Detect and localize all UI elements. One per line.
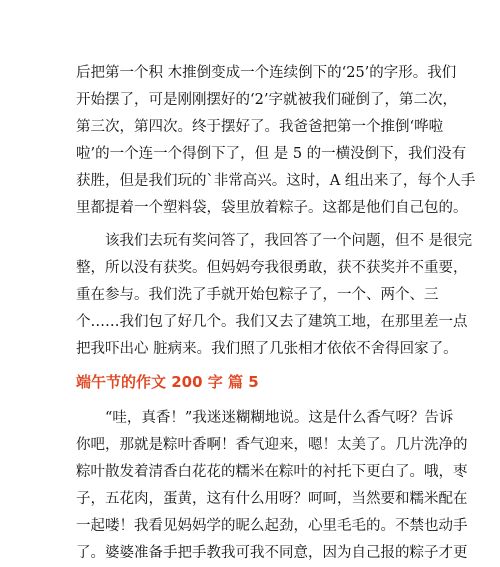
text-line: 一起喽！我看见妈妈学的昵么起劲，心里毛毛的。不禁也动手 bbox=[76, 518, 468, 534]
text-line: 子，五花肉，蛋黄，这有什么用呀？呵呵，当然要和糯米配在 bbox=[76, 491, 468, 507]
section-heading: 端午节的作文 200 字 篇 5 bbox=[76, 373, 259, 391]
paragraph-3 bbox=[76, 405, 468, 567]
text-line: 开始摆了，可是刚刚摆好的‘2’字就被我们碰倒了，第二次， bbox=[76, 92, 457, 108]
text-line: 了。婆婆准备手把手教我可我不同意，因为自己报的粽子才更 bbox=[76, 545, 468, 561]
text-line: 获胜，但是我们玩的`非常高兴。这时，A 组出来了，每个人手 bbox=[76, 173, 476, 189]
text-line: 里都提着一个塑料袋，袋里放着粽子。这都是他们自己包的。 bbox=[76, 200, 468, 216]
text-line: 你吧，那就是粽叶香啊！香气迎来，嗯！太美了。几片洗净的 bbox=[76, 437, 468, 453]
text-line: 粽叶散发着清香白花花的糯米在粽叶的衬托下更白了。哦，枣 bbox=[76, 464, 468, 480]
text-line: 啦’的一个连一个得倒下了，但 是 5 的一横没倒下，我们没有 bbox=[76, 146, 467, 162]
text-line: 该我们去玩有奖问答了，我回答了一个问题，但不 是很完 bbox=[76, 233, 473, 249]
text-line: 整，所以没有获奖。但妈妈夸我很勇敢，获不获奖并不重要， bbox=[76, 260, 468, 276]
text-line: 个……我们包了好几个。我们又去了建筑工地，在那里差一点 bbox=[76, 314, 468, 330]
text-line: 重在参与。我们洗了手就开始包粽子了，一个、两个、三 bbox=[76, 287, 439, 303]
text-line: 后把第一个积 木推倒变成一个连续倒下的‘25’的字形。我们 bbox=[76, 65, 457, 81]
paragraph-2 bbox=[76, 228, 473, 363]
text-line: 第三次，第四次。终于摆好了。我爸爸把第一个推倒‘哗啦 bbox=[76, 119, 444, 135]
text-line: 把我吓出心 脏病来。我们照了几张相才依依不舍得回家了。 bbox=[76, 341, 458, 357]
paragraph-1 bbox=[76, 60, 476, 222]
text-line: “哇，真香！”我迷迷糊糊地说。这是什么香气呀？告诉 bbox=[76, 410, 454, 426]
